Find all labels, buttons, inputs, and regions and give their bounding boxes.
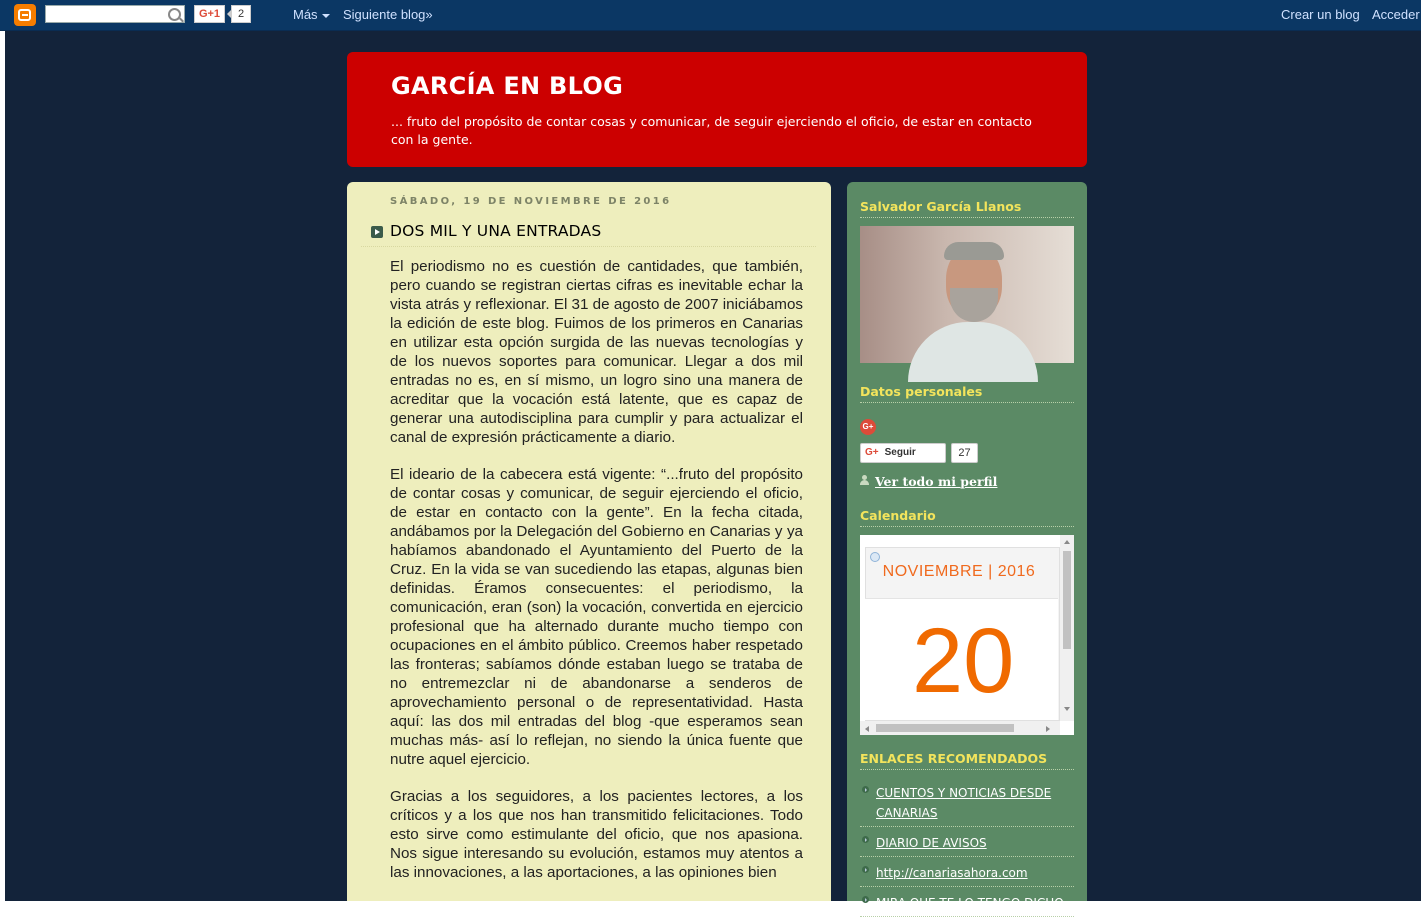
vertical-scrollbar[interactable]: [1060, 535, 1074, 721]
blogger-navbar: [0, 0, 1421, 31]
calendar-day: 20: [912, 610, 1015, 712]
post-title-row: [361, 222, 816, 247]
post-title[interactable]: DOS MIL Y UNA ENTRADAS: [390, 222, 602, 240]
blog-title[interactable]: GARCÍA EN BLOG: [391, 72, 624, 100]
list-item: [860, 830, 1074, 857]
more-menu[interactable]: [293, 7, 330, 22]
links-heading: ENLACES RECOMENDADOS: [860, 751, 1074, 770]
scrollbar-thumb[interactable]: [1063, 551, 1071, 649]
author-photo[interactable]: [860, 226, 1074, 363]
main-column: [347, 182, 831, 901]
user-icon: [860, 475, 869, 485]
bullet-icon: [862, 786, 869, 793]
search-input[interactable]: [45, 5, 185, 23]
profile-link[interactable]: Ver todo mi perfil: [875, 474, 998, 489]
calendar-widget[interactable]: [860, 535, 1074, 735]
scrollbar-thumb[interactable]: [876, 724, 1014, 732]
create-blog-link[interactable]: Crear un blog: [1281, 7, 1360, 22]
horizontal-scrollbar[interactable]: [860, 721, 1060, 735]
bullet-icon: [862, 866, 869, 873]
recommended-link[interactable]: http://canariasahora.com: [876, 866, 1028, 880]
scroll-left-icon[interactable]: [865, 726, 869, 732]
post-paragraph: El ideario de la cabecera está vigente: “...fruto del propósito de contar cosas y comunicar, de seguir ejerciendo el oficio, de estar en contacto con la gente”. En la fecha citada, andábamos por la Delegación del Gobierno en Canarias y ya habíamos abandonado el Ayuntamiento del Puerto de la Cruz. En la vida se van sucediendo las etapas, algunas bien definidas. Éramos consecuentes: el periodismo, la comunicación, eran (son) la vocación, convertida en ejercicio profesional que ha alternado durante mucho tiempo con ocupaciones en el ámbito público. Creemos haber respetado las fronteras; sabíamos dónde estaban luego se trataba de no entremezclar ni de abandonarse a senderos de aprovechamiento personal o de representatividad. Hasta aquí: las dos mil entradas del blog -que esperamos sean muchas más- así lo reflejan, no siendo la única fuente que nutre aquel ejercicio.: [390, 466, 803, 768]
more-label: Más: [293, 7, 318, 22]
calendar-month: NOVIEMBRE | 2016: [882, 563, 1036, 580]
recommended-link[interactable]: CUENTOS Y NOTICIAS DESDE CANARIAS: [876, 786, 1052, 820]
scroll-right-icon[interactable]: [1046, 726, 1050, 732]
gplus-icon: G+: [865, 447, 879, 458]
next-blog-link[interactable]: Siguiente blog»: [343, 7, 433, 22]
arrow-right-icon: [371, 226, 383, 238]
bullet-icon: [862, 896, 869, 903]
search-icon[interactable]: [168, 8, 181, 21]
follow-label: Seguir: [884, 447, 916, 458]
list-item: [860, 860, 1074, 887]
gplus-profile-icon[interactable]: G+: [860, 419, 876, 435]
follow-count: 27: [951, 443, 978, 463]
calendar-ring-icon: [870, 552, 880, 562]
login-link[interactable]: Acceder: [1372, 7, 1420, 22]
post-date: SÁBADO, 19 DE NOVIEMBRE DE 2016: [390, 196, 672, 207]
scroll-up-icon[interactable]: [1064, 540, 1070, 544]
list-item: [860, 780, 1074, 827]
follow-button[interactable]: [860, 443, 946, 463]
gplus-button[interactable]: G+1: [194, 5, 225, 23]
caret-down-icon: [322, 14, 330, 18]
profile-heading: Datos personales: [860, 384, 1074, 403]
post-body: [390, 257, 803, 900]
author-heading: Salvador García Llanos: [860, 199, 1074, 218]
blog-description: ... fruto del propósito de contar cosas y comunicar, de seguir ejerciendo el oficio, de estar en contacto con la gente.: [391, 114, 1032, 147]
sidebar: [847, 182, 1087, 910]
scroll-down-icon[interactable]: [1064, 707, 1070, 711]
post-paragraph: El periodismo no es cuestión de cantidades, que también, pero cuando se registran ciertas cifras es inevitable echar la vista atrás y reflexionar. El 31 de agosto de 2007 iniciábamos la edición de este blog. Fuimos de los primeros en Canarias en utilizar esta opción surgida de las nuevas tecnologías y de los nuevos soportes para comunicar. Llegar a dos mil entradas no es, en sí mismo, un logro sino una manera de acreditar que la vocación está latente, que es capaz de generar una autodisciplina para cumplir y para actualizar el canal de expresión prácticamente a diario.: [390, 258, 803, 446]
bullet-icon: [862, 836, 869, 843]
blog-header: [347, 52, 1087, 167]
list-item: [860, 890, 1074, 917]
calendar-heading: Calendario: [860, 508, 1074, 527]
recommended-links: [860, 780, 1074, 920]
gplus-count: 2: [231, 5, 251, 23]
blogger-logo-icon[interactable]: [14, 4, 36, 26]
post-paragraph: Gracias a los seguidores, a los pacientes lectores, a los críticos y a los que nos han transmitido felicitaciones. Todo esto sirve como estimulante del oficio, que nos apasiona. Nos sigue interesando su evolución, estamos muy atentos a las innovaciones, a las aportaciones, a las opiniones bien: [390, 788, 803, 881]
recommended-link[interactable]: DIARIO DE AVISOS: [876, 836, 987, 850]
recommended-link[interactable]: MIRA QUE TE LO TENGO DICHO: [876, 896, 1064, 910]
